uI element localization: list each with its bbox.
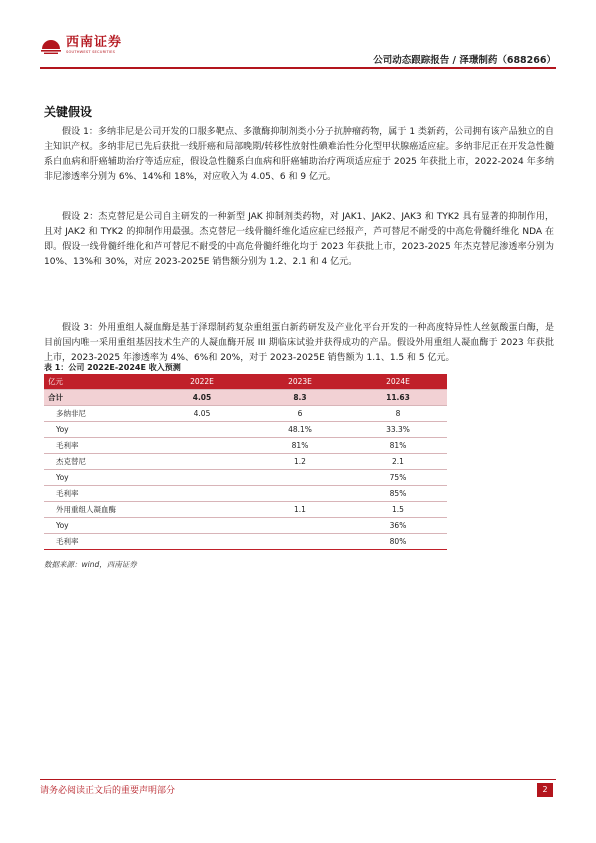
assumption-paragraph-2: 假设 2：杰克替尼是公司自主研发的一种新型 JAK 抑制剂类药物，对 JAK1、JAK2、JAK3 和 TYK2 具有显著的抑制作用，且对 JAK2 和 TYK2 的抑制作用最强。杰克替尼一线骨髓纤维化适应症已经报产，芦可替尼不耐受的中高危骨髓纤维化 NDA 在即。假设一线骨髓纤维化和芦可替尼不耐受的中高危骨髓纤维化均于 2023 年获批上市，2023-2025 年杰克替尼渗透率分别为 10%、13%和 30%，对应 2023-2025E 销售额分别为 1.2、2.1 和 4 亿元。 bbox=[44, 212, 554, 267]
table-row bbox=[44, 390, 447, 406]
table-cell: 4.05 bbox=[153, 390, 251, 406]
table-row bbox=[44, 518, 447, 534]
row-label: 毛利率 bbox=[44, 534, 153, 550]
header-divider bbox=[40, 67, 556, 69]
table-cell: 4.05 bbox=[153, 406, 251, 422]
logo-chinese: 西南证券 bbox=[66, 35, 123, 50]
table-cell: 75% bbox=[349, 470, 447, 486]
table-cell: 48.1% bbox=[251, 422, 349, 438]
sun-logo-icon bbox=[40, 37, 62, 55]
revenue-forecast-table bbox=[44, 374, 447, 550]
table-cell: 6 bbox=[251, 406, 349, 422]
row-label: 多纳非尼 bbox=[44, 406, 153, 422]
table-row bbox=[44, 438, 447, 454]
table-cell bbox=[153, 486, 251, 502]
table-cell: 1.5 bbox=[349, 502, 447, 518]
table-row bbox=[44, 502, 447, 518]
row-label: Yoy bbox=[44, 470, 153, 486]
assumption-paragraph-3: 假设 3：外用重组人凝血酶是基于泽璟制药复杂重组蛋白新药研发及产业化平台开发的一种高度特异性人丝氨酸蛋白酶，是目前国内唯一采用重组基因技术生产的人凝血酶开展 III 期临床试验并获得成功的产品。假设外用重组人凝血酶于 2023 年获批上市，2023-2025 年渗透率为 4%、6%和 20%，对于 2023-2025E 销售额为 1.1、1.5 和 5 亿元。 bbox=[44, 323, 554, 363]
table-cell: 11.63 bbox=[349, 390, 447, 406]
section-title: 关键假设 bbox=[44, 105, 93, 119]
table-row bbox=[44, 406, 447, 422]
table-cell bbox=[251, 518, 349, 534]
table-title: 表 1：公司 2022E-2024E 收入预测 bbox=[44, 363, 181, 372]
row-label: 外用重组人凝血酶 bbox=[44, 502, 153, 518]
assumption-paragraph-1: 假设 1：多纳非尼是公司开发的口服多靶点、多激酶抑制剂类小分子抗肿瘤药物，属于 1 类新药，公司拥有该产品独立的自主知识产权。多纳非尼已先后获批一线肝癌和局部晚期/转移性放射性碘难治性分化型甲状腺癌适应症。多纳非尼正在开发急性髓系白血病和肝癌辅助治疗等适应症，假设急性髓系白血病和肝癌辅助治疗两项适应症于 2025 年获批上市，2022-2024 年多纳非尼渗透率分别为 6%、14%和 18%，对应收入为 4.05、6 和 9 亿元。 bbox=[44, 127, 554, 182]
table-cell: 80% bbox=[349, 534, 447, 550]
page-header bbox=[40, 36, 556, 66]
table-header-cell: 2024E bbox=[349, 374, 447, 390]
row-label: 杰克替尼 bbox=[44, 454, 153, 470]
table-cell: 2.1 bbox=[349, 454, 447, 470]
logo-english: SOUTHWEST SECURITIES bbox=[66, 50, 116, 54]
table-row bbox=[44, 422, 447, 438]
table-cell: 8.3 bbox=[251, 390, 349, 406]
page-number: 2 bbox=[537, 783, 553, 797]
table-row bbox=[44, 454, 447, 470]
table-cell: 85% bbox=[349, 486, 447, 502]
table-row bbox=[44, 534, 447, 550]
table-header-cell: 亿元 bbox=[44, 374, 153, 390]
table-cell: 81% bbox=[251, 438, 349, 454]
table-cell: 36% bbox=[349, 518, 447, 534]
table-cell bbox=[153, 470, 251, 486]
table-cell bbox=[251, 470, 349, 486]
table-cell bbox=[251, 486, 349, 502]
table-cell bbox=[153, 454, 251, 470]
table-cell: 1.1 bbox=[251, 502, 349, 518]
table-cell: 1.2 bbox=[251, 454, 349, 470]
table-header-cell: 2022E bbox=[153, 374, 251, 390]
table-cell bbox=[251, 534, 349, 550]
table-cell bbox=[153, 422, 251, 438]
row-label: Yoy bbox=[44, 518, 153, 534]
data-source-note: 数据来源：wind，西南证券 bbox=[44, 560, 137, 569]
disclaimer-notice: 请务必阅读正文后的重要声明部分 bbox=[40, 786, 176, 796]
table-cell: 8 bbox=[349, 406, 447, 422]
table-header-row bbox=[44, 374, 447, 390]
report-type: 公司动态跟踪报告 / 泽璟制药（688266） bbox=[373, 55, 556, 66]
row-label: 合计 bbox=[44, 390, 153, 406]
table-cell: 33.3% bbox=[349, 422, 447, 438]
table-row bbox=[44, 486, 447, 502]
table-cell bbox=[153, 518, 251, 534]
row-label: Yoy bbox=[44, 422, 153, 438]
table-row bbox=[44, 470, 447, 486]
table-header-cell: 2023E bbox=[251, 374, 349, 390]
table-cell bbox=[153, 438, 251, 454]
table-cell bbox=[153, 502, 251, 518]
company-logo bbox=[40, 36, 122, 55]
row-label: 毛利率 bbox=[44, 486, 153, 502]
table-cell bbox=[153, 534, 251, 550]
footer-divider bbox=[40, 779, 556, 780]
table-cell: 81% bbox=[349, 438, 447, 454]
row-label: 毛利率 bbox=[44, 438, 153, 454]
